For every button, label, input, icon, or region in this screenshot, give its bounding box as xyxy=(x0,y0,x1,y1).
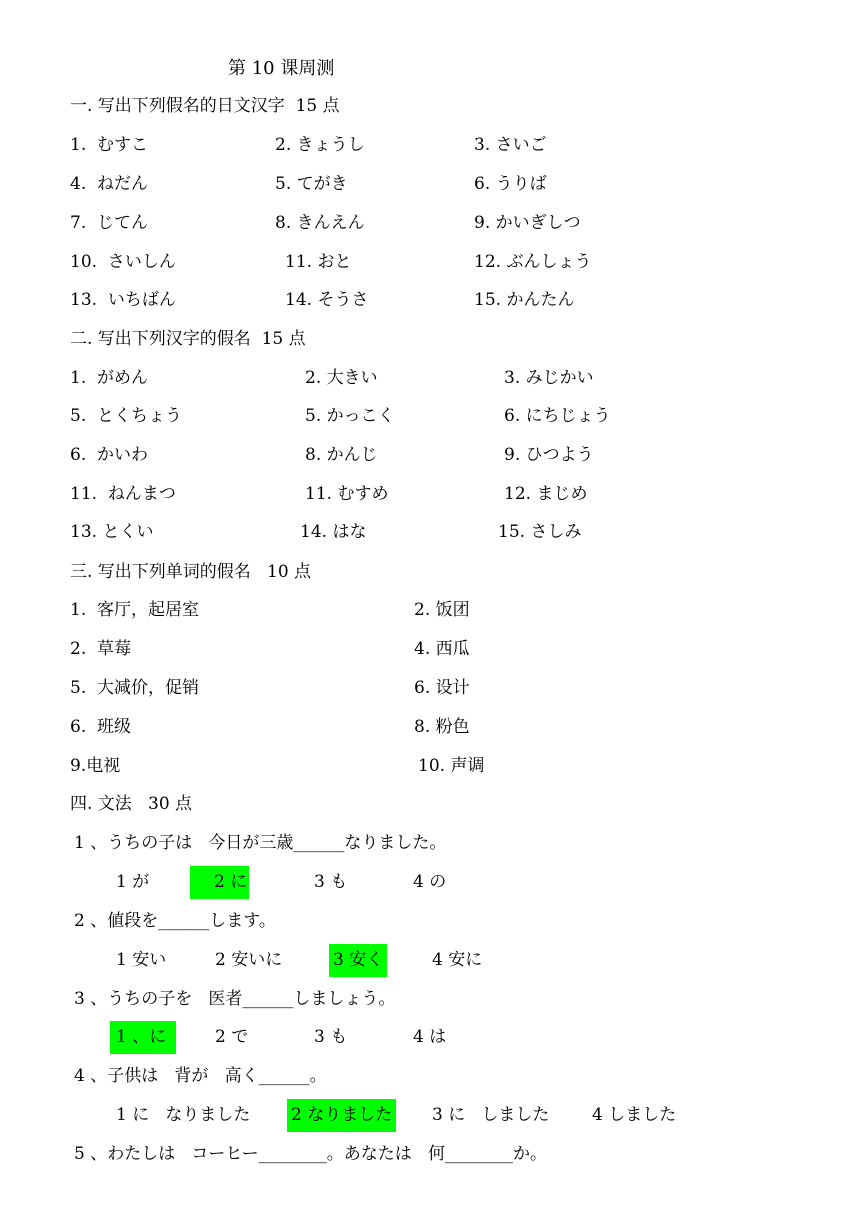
s2-item: 5. かっこく xyxy=(305,406,395,426)
s2-item: 8. かんじ xyxy=(305,445,378,465)
s3-item: 1. 客厅，起居室 xyxy=(70,600,200,620)
s2-item: 12. まじめ xyxy=(504,484,588,504)
s2-item: 5. とくちょう xyxy=(70,406,183,426)
s1-item: 12. ぶんしょう xyxy=(474,252,592,272)
grammar-question-3: 3 、うちの子を 医者______しましょう。 xyxy=(74,989,396,1009)
option: 3 も xyxy=(314,872,348,892)
s2-item: 6. にちじょう xyxy=(504,406,611,426)
option: 4 は xyxy=(413,1027,447,1047)
s1-item: 4. ねだん xyxy=(70,174,149,194)
s2-item: 15. さしみ xyxy=(498,522,582,542)
s1-item: 2. きょうし xyxy=(275,135,365,155)
s1-item: 6. うりば xyxy=(474,174,547,194)
s1-item: 14. そうさ xyxy=(285,290,369,310)
section-4-heading: 四. 文法 30 点 xyxy=(70,794,193,814)
s3-item: 2. 饭团 xyxy=(414,600,470,620)
grammar-question-2: 2 、値段を______します。 xyxy=(74,911,276,931)
s3-item: 5. 大减价，促销 xyxy=(70,678,200,698)
section-1-heading: 一. 写出下列假名的日文汉字 15 点 xyxy=(70,96,340,116)
option: 3 に しました xyxy=(432,1105,550,1125)
s2-item: 13. とくい xyxy=(70,522,154,542)
section-3-heading: 三. 写出下列单词的假名 10 点 xyxy=(70,562,312,582)
s1-item: 10. さいしん xyxy=(70,252,176,272)
s2-item: 6. かいわ xyxy=(70,445,149,465)
s3-item: 8. 粉色 xyxy=(414,717,470,737)
s2-item: 14. はな xyxy=(300,522,367,542)
s3-item: 6. 设计 xyxy=(414,678,470,698)
s1-item: 8. きんえん xyxy=(275,213,365,233)
option: 4 しました xyxy=(592,1105,677,1125)
s3-item: 4. 西瓜 xyxy=(414,639,470,659)
s1-item: 13. いちばん xyxy=(70,290,176,310)
option: 4 の xyxy=(413,872,447,892)
option: 1 に なりました xyxy=(116,1105,251,1125)
s1-item: 5. てがき xyxy=(275,174,348,194)
grammar-question-1: 1 、うちの子は 今日が三歳______なりました。 xyxy=(74,833,447,853)
option: 3 も xyxy=(314,1027,348,1047)
grammar-question-5: 5 、わたしは コーヒー________。あなたは 何________か。 xyxy=(74,1144,547,1164)
s1-item: 3. さいご xyxy=(474,135,547,155)
page-title: 第 10 课周测 xyxy=(228,58,335,79)
option: 2 で xyxy=(215,1027,249,1047)
s3-item: 6. 班级 xyxy=(70,717,132,737)
option: 1 が xyxy=(116,872,150,892)
s1-item: 7. じてん xyxy=(70,213,149,233)
s1-item: 9. かいぎしつ xyxy=(474,213,581,233)
highlighted-answer: 2 なりました xyxy=(287,1099,396,1132)
s1-item: 1. むすこ xyxy=(70,135,149,155)
option: 1 安い xyxy=(116,950,167,970)
s2-item: 9. ひつよう xyxy=(504,445,594,465)
highlighted-answer: 3 安く xyxy=(329,944,387,977)
s3-item: 10. 声调 xyxy=(418,756,485,776)
highlighted-answer: 2 に xyxy=(190,866,249,899)
s1-item: 15. かんたん xyxy=(474,290,575,310)
grammar-question-4: 4 、子供は 背が 高く______。 xyxy=(74,1066,327,1086)
s1-item: 11. おと xyxy=(285,252,352,272)
s3-item: 9.电视 xyxy=(70,756,121,776)
s2-item: 1. がめん xyxy=(70,368,149,388)
s2-item: 2. 大きい xyxy=(305,368,378,388)
highlighted-answer: 1 、に xyxy=(110,1021,176,1054)
option: 4 安に xyxy=(432,950,483,970)
option: 2 安いに xyxy=(215,950,283,970)
s2-item: 3. みじかい xyxy=(504,368,594,388)
section-2-heading: 二. 写出下列汉字的假名 15 点 xyxy=(70,329,306,349)
s3-item: 2. 草莓 xyxy=(70,639,132,659)
s2-item: 11. ねんまつ xyxy=(70,484,176,504)
s2-item: 11. むすめ xyxy=(305,484,389,504)
